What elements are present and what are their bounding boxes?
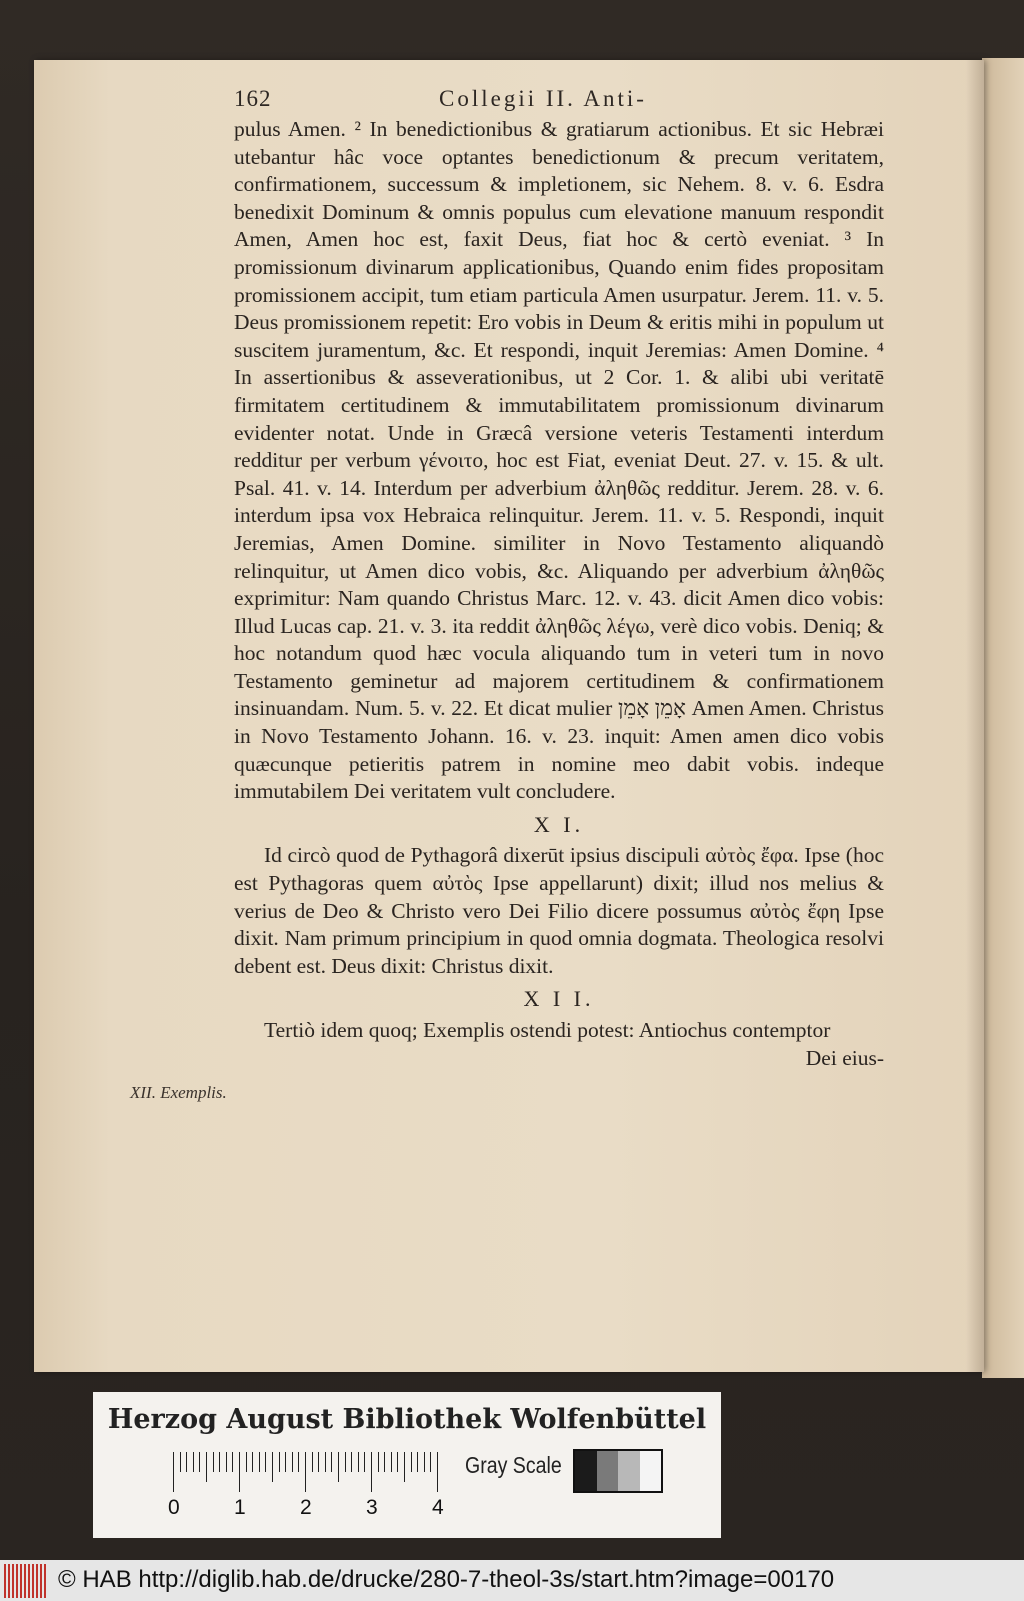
institution-label: Herzog August Bibliothek Wolfenbüttel [107, 1404, 707, 1435]
section-heading-xi: X I. [533, 811, 585, 837]
ruler-tick [437, 1452, 438, 1492]
ruler-tick [345, 1452, 346, 1472]
ruler-tick [193, 1452, 194, 1472]
ruler-tick [358, 1452, 359, 1472]
ruler-tick [338, 1452, 339, 1482]
ruler-tick [285, 1452, 286, 1472]
ruler-tick [351, 1452, 352, 1472]
ruler-tick [232, 1452, 233, 1472]
ruler-tick [411, 1452, 412, 1472]
running-title: Collegii II. Anti- [439, 86, 647, 111]
ruler-tick [364, 1452, 365, 1472]
ruler-tick [252, 1452, 253, 1472]
paragraph-amen: pulus Amen. ² In benedictionibus & gratiarum actionibus. Et sic Hebræi utebantur hâc voce optantes benedictionum & precum veritatem, confirmationem, successum & impletionem, sic Nehem. 8. v. 6. Esdra benedixit Dominum & omnis populus cum elevatione manuum respondit Amen, Amen hoc est, faxit Deus, fiat hoc & certò eveniat. ³ In promissionum divinarum applicationibus, Quando enim fides propositam promissionem accipit, tum etiam particula Amen usurpatur. Jerem. 11. v. 5. Deus promissionem repetit: Ero vobis in Deum & eritis mihi in populum ut suscitem juramentum, &c. Et respondi, inquit Jeremias: Amen Domine. ⁴ In assertionibus & asseverationibus, ut 2 Cor. 1. & alibi ubi veritatē firmitatem certitudinem & immutabilitatem promissionum divinarum evidenter notat. Unde in Græcâ versione veteris Testamenti interdum redditur per verbum γένοιτο, hoc est Fiat, eveniat Deut. 27. v. 15. & ult. Psal. 41. v. 14. Interdum per adverbium ἀληθῶς redditur. Jerem. 28. v. 6. interdum ipsa vox Hebraica relinquitur. Jerem. 11. v. 5. Respondi, inquit Jeremias, Amen Domine. similiter in Novo Testamento aliquandò relinquitur, ut Amen dico vobis, &c. Aliquando per adverbium ἀληθῶς exprimitur: Nam quando Christus Marc. 12. v. 43. dicit Amen dico vobis: Illud Lucas cap. 21. v. 3. ita reddit ἀληθῶς λέγω, verè dico vobis. Deniq; & hoc notandum quod hæc vocula aliquando tum in veteri tum in novo Testamento geminetur ad majorem certitudinem & confirmationem insinuandam. Num. 5. v. 22. Et dicat mulier אָמֵן אָמֵן Amen Amen. Christus in Novo Testamento Johann. 16. v. 23. inquit: Amen amen dico vobis quæcunque petieritis patrem in nomine meo dabit vobis. indeque immutabilem Dei veritatem vult concludere. [234, 117, 884, 804]
ruler-tick [384, 1452, 385, 1472]
ruler-tick [173, 1452, 174, 1492]
facing-page-edge [982, 58, 1024, 1378]
ruler-tick [404, 1452, 405, 1482]
ruler-tick [292, 1452, 293, 1472]
ruler-tick [219, 1452, 220, 1472]
gray-swatch [618, 1451, 640, 1491]
page-number: 162 [234, 86, 272, 111]
ruler-number: 0 [168, 1496, 180, 1519]
barcode-icon [4, 1564, 46, 1598]
ruler-tick [213, 1452, 214, 1472]
ruler-tick [279, 1452, 280, 1472]
section-heading-xii: X I I. [523, 986, 595, 1012]
ruler-tick [397, 1452, 398, 1472]
ruler-tick [318, 1452, 319, 1472]
ruler-tick [430, 1452, 431, 1472]
ruler-tick [259, 1452, 260, 1472]
ruler-tick [371, 1452, 372, 1492]
ruler-tick [325, 1452, 326, 1472]
ruler-number: 2 [300, 1496, 312, 1519]
margin-note: XII. Exemplis. [130, 1083, 227, 1102]
ruler-tick [265, 1452, 266, 1472]
ruler-tick [424, 1452, 425, 1472]
gray-swatch [640, 1451, 662, 1491]
ruler-tick [226, 1452, 227, 1472]
ruler-number: 1 [234, 1496, 246, 1519]
ruler-tick [298, 1452, 299, 1472]
paragraph-exemplis: Tertiò idem quoq; Exemplis ostendi potest: Antiochus contemptor [264, 1018, 831, 1042]
ruler-tick [272, 1452, 273, 1482]
ruler-number: 4 [432, 1496, 444, 1519]
gray-swatch [597, 1451, 619, 1491]
ruler-tick [206, 1452, 207, 1482]
ruler-numbers [168, 1496, 548, 1524]
ruler-tick [305, 1452, 306, 1492]
ruler-tick [391, 1452, 392, 1472]
gray-scale-label: Gray Scale [465, 1452, 562, 1478]
source-url[interactable]: © HAB http://diglib.hab.de/drucke/280-7-theol-3s/start.htm?image=00170 [58, 1566, 835, 1593]
ruler-tick [246, 1452, 247, 1472]
gray-swatch [575, 1451, 597, 1491]
running-head [234, 86, 794, 118]
ruler-tick [186, 1452, 187, 1472]
ruler-tick [312, 1452, 313, 1472]
scale-card [93, 1392, 721, 1538]
ruler-tick [239, 1452, 240, 1492]
body-text [234, 116, 884, 1072]
ruler-tick [378, 1452, 379, 1472]
ruler-tick [331, 1452, 332, 1472]
ruler-tick [180, 1452, 181, 1472]
catchword: Dei eius- [805, 1045, 884, 1070]
ruler-tick [417, 1452, 418, 1472]
ruler-tick [199, 1452, 200, 1472]
paragraph-pythagoras: Id circò quod de Pythagorâ dixerūt ipsius discipuli αὐτὸς ἔφα. Ipse (hoc est Pythagoras quem αὐτὸς Ipse appellarunt) dixit; illud nos melius & verius de Deo & Christo vero Dei Filio dicere possumus αὐτὸς ἔφη Ipse dixit. Nam primum principium in quod omnia dogmata. Theologica resolvi debent est. Deus dixit: Christus dixit. [234, 843, 884, 978]
ruler-number: 3 [366, 1496, 378, 1519]
footer-bar [0, 1560, 1024, 1601]
gray-scale-swatches [573, 1449, 663, 1493]
